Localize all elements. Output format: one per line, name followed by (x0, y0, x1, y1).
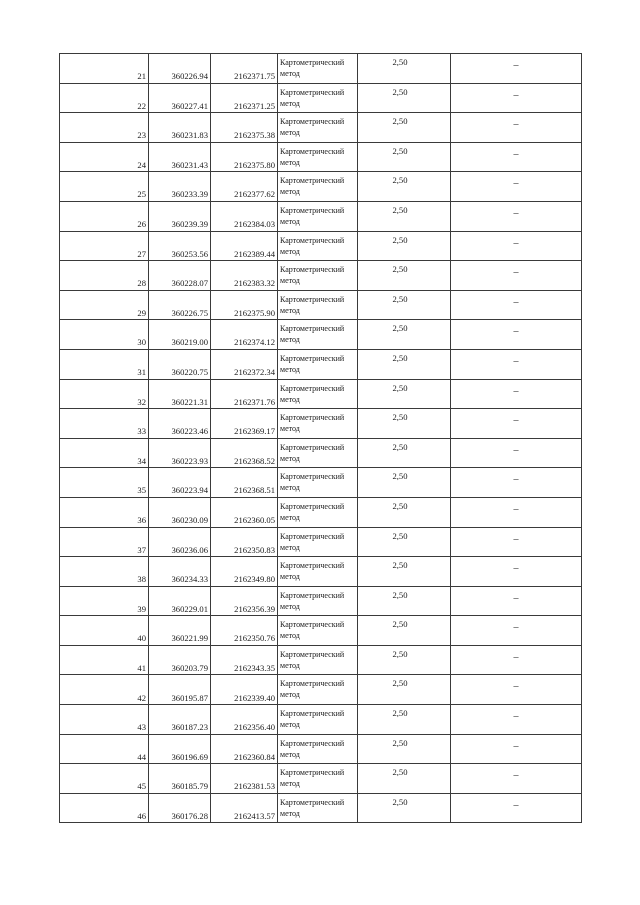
y-coordinate-cell: 2162368.51 (211, 468, 278, 498)
note-cell: – (451, 527, 582, 557)
note-cell: – (451, 764, 582, 794)
accuracy-cell: 2,50 (358, 734, 451, 764)
method-cell: Картометрический метод (278, 349, 358, 379)
point-number-cell: 45 (60, 764, 149, 794)
note-cell: – (451, 793, 582, 823)
table-row (60, 675, 582, 705)
table-row (60, 379, 582, 409)
method-cell: Картометрический метод (278, 261, 358, 291)
table-row (60, 734, 582, 764)
point-number-cell: 42 (60, 675, 149, 705)
x-coordinate-cell: 360203.79 (149, 645, 211, 675)
accuracy-cell: 2,50 (358, 142, 451, 172)
point-number-cell: 26 (60, 201, 149, 231)
x-coordinate-cell: 360231.43 (149, 142, 211, 172)
x-coordinate-cell: 360221.99 (149, 616, 211, 646)
point-number-cell: 41 (60, 645, 149, 675)
method-cell: Картометрический метод (278, 290, 358, 320)
point-number-cell: 24 (60, 142, 149, 172)
method-cell: Картометрический метод (278, 54, 358, 84)
x-coordinate-cell: 360220.75 (149, 349, 211, 379)
note-cell: – (451, 645, 582, 675)
accuracy-cell: 2,50 (358, 261, 451, 291)
y-coordinate-cell: 2162350.83 (211, 527, 278, 557)
y-coordinate-cell: 2162383.32 (211, 261, 278, 291)
note-cell: – (451, 54, 582, 84)
table-row (60, 468, 582, 498)
note-cell: – (451, 142, 582, 172)
y-coordinate-cell: 2162381.53 (211, 764, 278, 794)
point-number-cell: 44 (60, 734, 149, 764)
accuracy-cell: 2,50 (358, 54, 451, 84)
accuracy-cell: 2,50 (358, 290, 451, 320)
y-coordinate-cell: 2162369.17 (211, 409, 278, 439)
point-number-cell: 27 (60, 231, 149, 261)
y-coordinate-cell: 2162375.80 (211, 142, 278, 172)
y-coordinate-cell: 2162377.62 (211, 172, 278, 202)
table-row (60, 409, 582, 439)
method-cell: Картометрический метод (278, 645, 358, 675)
point-number-cell: 35 (60, 468, 149, 498)
method-cell: Картометрический метод (278, 201, 358, 231)
accuracy-cell: 2,50 (358, 557, 451, 587)
x-coordinate-cell: 360223.94 (149, 468, 211, 498)
coordinates-table-body (60, 54, 582, 823)
accuracy-cell: 2,50 (358, 113, 451, 143)
y-coordinate-cell: 2162384.03 (211, 201, 278, 231)
y-coordinate-cell: 2162360.05 (211, 497, 278, 527)
note-cell: – (451, 497, 582, 527)
y-coordinate-cell: 2162343.35 (211, 645, 278, 675)
point-number-cell: 46 (60, 793, 149, 823)
table-row (60, 349, 582, 379)
point-number-cell: 28 (60, 261, 149, 291)
x-coordinate-cell: 360228.07 (149, 261, 211, 291)
point-number-cell: 38 (60, 557, 149, 587)
point-number-cell: 22 (60, 83, 149, 113)
coordinates-table (59, 53, 582, 823)
point-number-cell: 40 (60, 616, 149, 646)
accuracy-cell: 2,50 (358, 527, 451, 557)
x-coordinate-cell: 360226.75 (149, 290, 211, 320)
note-cell: – (451, 705, 582, 735)
point-number-cell: 31 (60, 349, 149, 379)
accuracy-cell: 2,50 (358, 172, 451, 202)
point-number-cell: 36 (60, 497, 149, 527)
table-row (60, 645, 582, 675)
point-number-cell: 33 (60, 409, 149, 439)
table-row (60, 201, 582, 231)
table-row (60, 438, 582, 468)
y-coordinate-cell: 2162371.75 (211, 54, 278, 84)
table-row (60, 113, 582, 143)
y-coordinate-cell: 2162368.52 (211, 438, 278, 468)
y-coordinate-cell: 2162356.39 (211, 586, 278, 616)
y-coordinate-cell: 2162389.44 (211, 231, 278, 261)
x-coordinate-cell: 360219.00 (149, 320, 211, 350)
note-cell: – (451, 172, 582, 202)
method-cell: Картометрический метод (278, 675, 358, 705)
y-coordinate-cell: 2162371.76 (211, 379, 278, 409)
y-coordinate-cell: 2162356.40 (211, 705, 278, 735)
method-cell: Картометрический метод (278, 379, 358, 409)
y-coordinate-cell: 2162413.57 (211, 793, 278, 823)
y-coordinate-cell: 2162375.90 (211, 290, 278, 320)
note-cell: – (451, 113, 582, 143)
table-row (60, 231, 582, 261)
method-cell: Картометрический метод (278, 172, 358, 202)
table-row (60, 261, 582, 291)
accuracy-cell: 2,50 (358, 645, 451, 675)
coordinates-table-container (59, 53, 581, 823)
point-number-cell: 43 (60, 705, 149, 735)
table-row (60, 320, 582, 350)
table-row (60, 54, 582, 84)
x-coordinate-cell: 360253.56 (149, 231, 211, 261)
y-coordinate-cell: 2162350.76 (211, 616, 278, 646)
method-cell: Картометрический метод (278, 468, 358, 498)
note-cell: – (451, 83, 582, 113)
point-number-cell: 23 (60, 113, 149, 143)
x-coordinate-cell: 360196.69 (149, 734, 211, 764)
accuracy-cell: 2,50 (358, 616, 451, 646)
note-cell: – (451, 468, 582, 498)
point-number-cell: 32 (60, 379, 149, 409)
method-cell: Картометрический метод (278, 113, 358, 143)
table-row (60, 764, 582, 794)
x-coordinate-cell: 360233.39 (149, 172, 211, 202)
table-row (60, 793, 582, 823)
method-cell: Картометрический метод (278, 705, 358, 735)
x-coordinate-cell: 360231.83 (149, 113, 211, 143)
y-coordinate-cell: 2162375.38 (211, 113, 278, 143)
method-cell: Картометрический метод (278, 231, 358, 261)
note-cell: – (451, 409, 582, 439)
note-cell: – (451, 320, 582, 350)
x-coordinate-cell: 360239.39 (149, 201, 211, 231)
x-coordinate-cell: 360221.31 (149, 379, 211, 409)
note-cell: – (451, 675, 582, 705)
table-row (60, 616, 582, 646)
y-coordinate-cell: 2162349.80 (211, 557, 278, 587)
y-coordinate-cell: 2162372.34 (211, 349, 278, 379)
method-cell: Картометрический метод (278, 586, 358, 616)
x-coordinate-cell: 360187.23 (149, 705, 211, 735)
method-cell: Картометрический метод (278, 409, 358, 439)
note-cell: – (451, 438, 582, 468)
table-row (60, 290, 582, 320)
note-cell: – (451, 734, 582, 764)
accuracy-cell: 2,50 (358, 497, 451, 527)
accuracy-cell: 2,50 (358, 705, 451, 735)
table-row (60, 527, 582, 557)
point-number-cell: 30 (60, 320, 149, 350)
table-row (60, 497, 582, 527)
x-coordinate-cell: 360230.09 (149, 497, 211, 527)
accuracy-cell: 2,50 (358, 468, 451, 498)
y-coordinate-cell: 2162360.84 (211, 734, 278, 764)
method-cell: Картометрический метод (278, 764, 358, 794)
method-cell: Картометрический метод (278, 616, 358, 646)
method-cell: Картометрический метод (278, 497, 358, 527)
note-cell: – (451, 616, 582, 646)
accuracy-cell: 2,50 (358, 764, 451, 794)
x-coordinate-cell: 360223.93 (149, 438, 211, 468)
note-cell: – (451, 349, 582, 379)
accuracy-cell: 2,50 (358, 409, 451, 439)
method-cell: Картометрический метод (278, 438, 358, 468)
table-row (60, 172, 582, 202)
y-coordinate-cell: 2162371.25 (211, 83, 278, 113)
x-coordinate-cell: 360236.06 (149, 527, 211, 557)
accuracy-cell: 2,50 (358, 675, 451, 705)
method-cell: Картометрический метод (278, 793, 358, 823)
note-cell: – (451, 290, 582, 320)
accuracy-cell: 2,50 (358, 83, 451, 113)
note-cell: – (451, 557, 582, 587)
method-cell: Картометрический метод (278, 557, 358, 587)
x-coordinate-cell: 360227.41 (149, 83, 211, 113)
note-cell: – (451, 201, 582, 231)
method-cell: Картометрический метод (278, 142, 358, 172)
accuracy-cell: 2,50 (358, 438, 451, 468)
note-cell: – (451, 261, 582, 291)
point-number-cell: 34 (60, 438, 149, 468)
point-number-cell: 25 (60, 172, 149, 202)
point-number-cell: 29 (60, 290, 149, 320)
accuracy-cell: 2,50 (358, 793, 451, 823)
accuracy-cell: 2,50 (358, 349, 451, 379)
y-coordinate-cell: 2162339.40 (211, 675, 278, 705)
point-number-cell: 37 (60, 527, 149, 557)
point-number-cell: 21 (60, 54, 149, 84)
accuracy-cell: 2,50 (358, 231, 451, 261)
point-number-cell: 39 (60, 586, 149, 616)
x-coordinate-cell: 360234.33 (149, 557, 211, 587)
table-row (60, 83, 582, 113)
method-cell: Картометрический метод (278, 83, 358, 113)
note-cell: – (451, 379, 582, 409)
x-coordinate-cell: 360185.79 (149, 764, 211, 794)
method-cell: Картометрический метод (278, 734, 358, 764)
accuracy-cell: 2,50 (358, 201, 451, 231)
y-coordinate-cell: 2162374.12 (211, 320, 278, 350)
note-cell: – (451, 231, 582, 261)
x-coordinate-cell: 360195.87 (149, 675, 211, 705)
x-coordinate-cell: 360229.01 (149, 586, 211, 616)
accuracy-cell: 2,50 (358, 320, 451, 350)
method-cell: Картометрический метод (278, 320, 358, 350)
accuracy-cell: 2,50 (358, 379, 451, 409)
x-coordinate-cell: 360176.28 (149, 793, 211, 823)
table-row (60, 705, 582, 735)
table-row (60, 586, 582, 616)
table-row (60, 557, 582, 587)
x-coordinate-cell: 360226.94 (149, 54, 211, 84)
accuracy-cell: 2,50 (358, 586, 451, 616)
note-cell: – (451, 586, 582, 616)
x-coordinate-cell: 360223.46 (149, 409, 211, 439)
method-cell: Картометрический метод (278, 527, 358, 557)
table-row (60, 142, 582, 172)
